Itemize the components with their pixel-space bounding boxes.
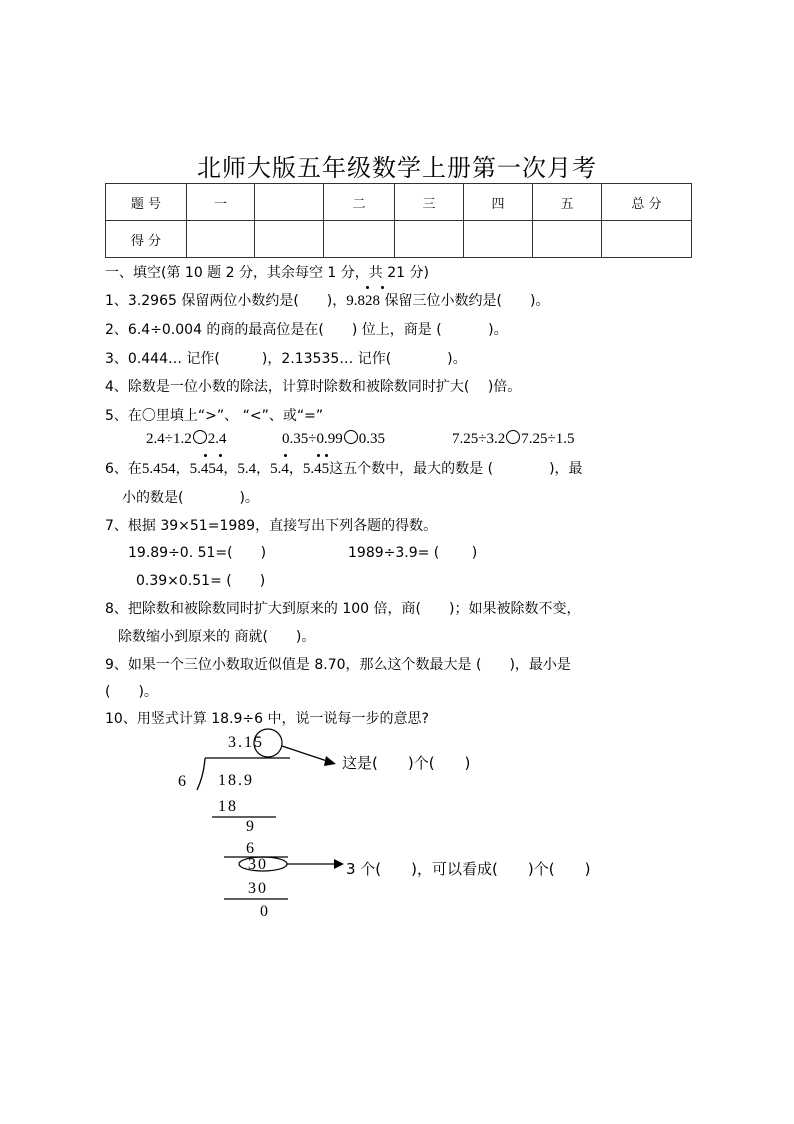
header-cell: 二: [324, 184, 395, 221]
highlight-ellipse: [239, 857, 287, 871]
question-9-line2: ( )。: [105, 684, 158, 700]
header-cell: 一: [187, 184, 255, 221]
division-step: 30: [248, 880, 268, 897]
header-cell: 题 号: [106, 184, 187, 221]
division-step: 18: [218, 798, 238, 815]
number-54: 5.4: [237, 461, 257, 477]
question-5: 5、在〇里填上“>”、 “<”、或“=”: [105, 408, 324, 424]
division-step: 9: [246, 818, 254, 835]
section-heading: 一、填空(第 10 题 2 分，其余每空 1 分，共 21 分): [105, 265, 429, 281]
arrow-head: [334, 859, 344, 869]
question-8-line2: 除数缩小到原来的 商就( )。: [118, 629, 316, 645]
repeating-545: 5.45: [303, 461, 329, 478]
division-dividend: 18.9: [218, 772, 254, 789]
division-step: 6: [246, 840, 254, 857]
q7-item-c: 0.39×0.51= ( ): [136, 573, 266, 589]
row-label: 得 分: [106, 221, 187, 258]
division-bracket: [197, 758, 290, 790]
question-9: 9、如果一个三位小数取近似值是 8.70，那么这个数最大是 ( )，最小是: [105, 657, 571, 673]
q7-item-b: 1989÷3.9= ( ): [348, 545, 478, 561]
q5-item-2: 0.35÷0.99 0.35: [282, 431, 385, 447]
question-10: 10、用竖式计算 18.9÷6 中，说一说每一步的意思?: [105, 711, 429, 727]
division-step: 30: [248, 856, 268, 873]
question-4: 4、除数是一位小数的除法，计算时除数和被除数同时扩大( )倍。: [105, 379, 522, 395]
header-cell: 四: [464, 184, 533, 221]
number-5454: 5.454: [141, 461, 176, 477]
q7-item-a: 19.89÷0. 51=( ): [128, 545, 267, 561]
question-2: 2、6.4÷0.004 的商的最高位是在( ) 位上，商是 ( )。: [105, 322, 508, 338]
header-cell: 总 分: [602, 184, 692, 221]
question-3: 3、0.444… 记作( )，2.13535… 记作( )。: [105, 351, 467, 367]
division-quotient: 3.15: [228, 734, 264, 751]
division-step: 0: [260, 903, 268, 920]
header-cell: 五: [533, 184, 602, 221]
repeating-5454: 5.454: [190, 461, 224, 478]
arrow-line: [282, 746, 330, 762]
q5-item-1: 2.4÷1.2 2.4: [146, 431, 227, 447]
page-title: 北师大版五年级数学上册第一次月考: [197, 154, 597, 182]
highlight-circle: [254, 729, 282, 757]
question-6: 6、在5.454，5.454 ，5.4，5.4 ，5.45 这五个数中，最大的数是 ( )，最: [105, 458, 583, 478]
division-note-1: 这是( )个( ): [342, 754, 471, 772]
division-divisor: 6: [178, 773, 186, 790]
question-8: 8、把除数和被除数同时扩大到原来的 100 倍，商( )；如果被除数不变，: [105, 601, 581, 617]
division-note-2: 3 个( )，可以看成( )个( ): [346, 860, 591, 878]
q5-item-3: 7.25÷3.2 7.25÷1.5: [452, 431, 575, 447]
header-cell: 三: [395, 184, 464, 221]
q1-text-b: 保留三位小数约是( )。: [384, 293, 550, 309]
arrow-head: [324, 756, 336, 766]
repeating-54: 5.4: [270, 461, 289, 478]
question-7: 7、根据 39×51=1989，直接写出下列各题的得数。: [105, 518, 438, 534]
q1-text-a: 1、3.2965 保留两位小数约是( )，: [105, 293, 347, 309]
question-6-line2: 小的数是( )。: [122, 490, 259, 506]
repeating-decimal-9828: 9.828: [346, 293, 380, 310]
